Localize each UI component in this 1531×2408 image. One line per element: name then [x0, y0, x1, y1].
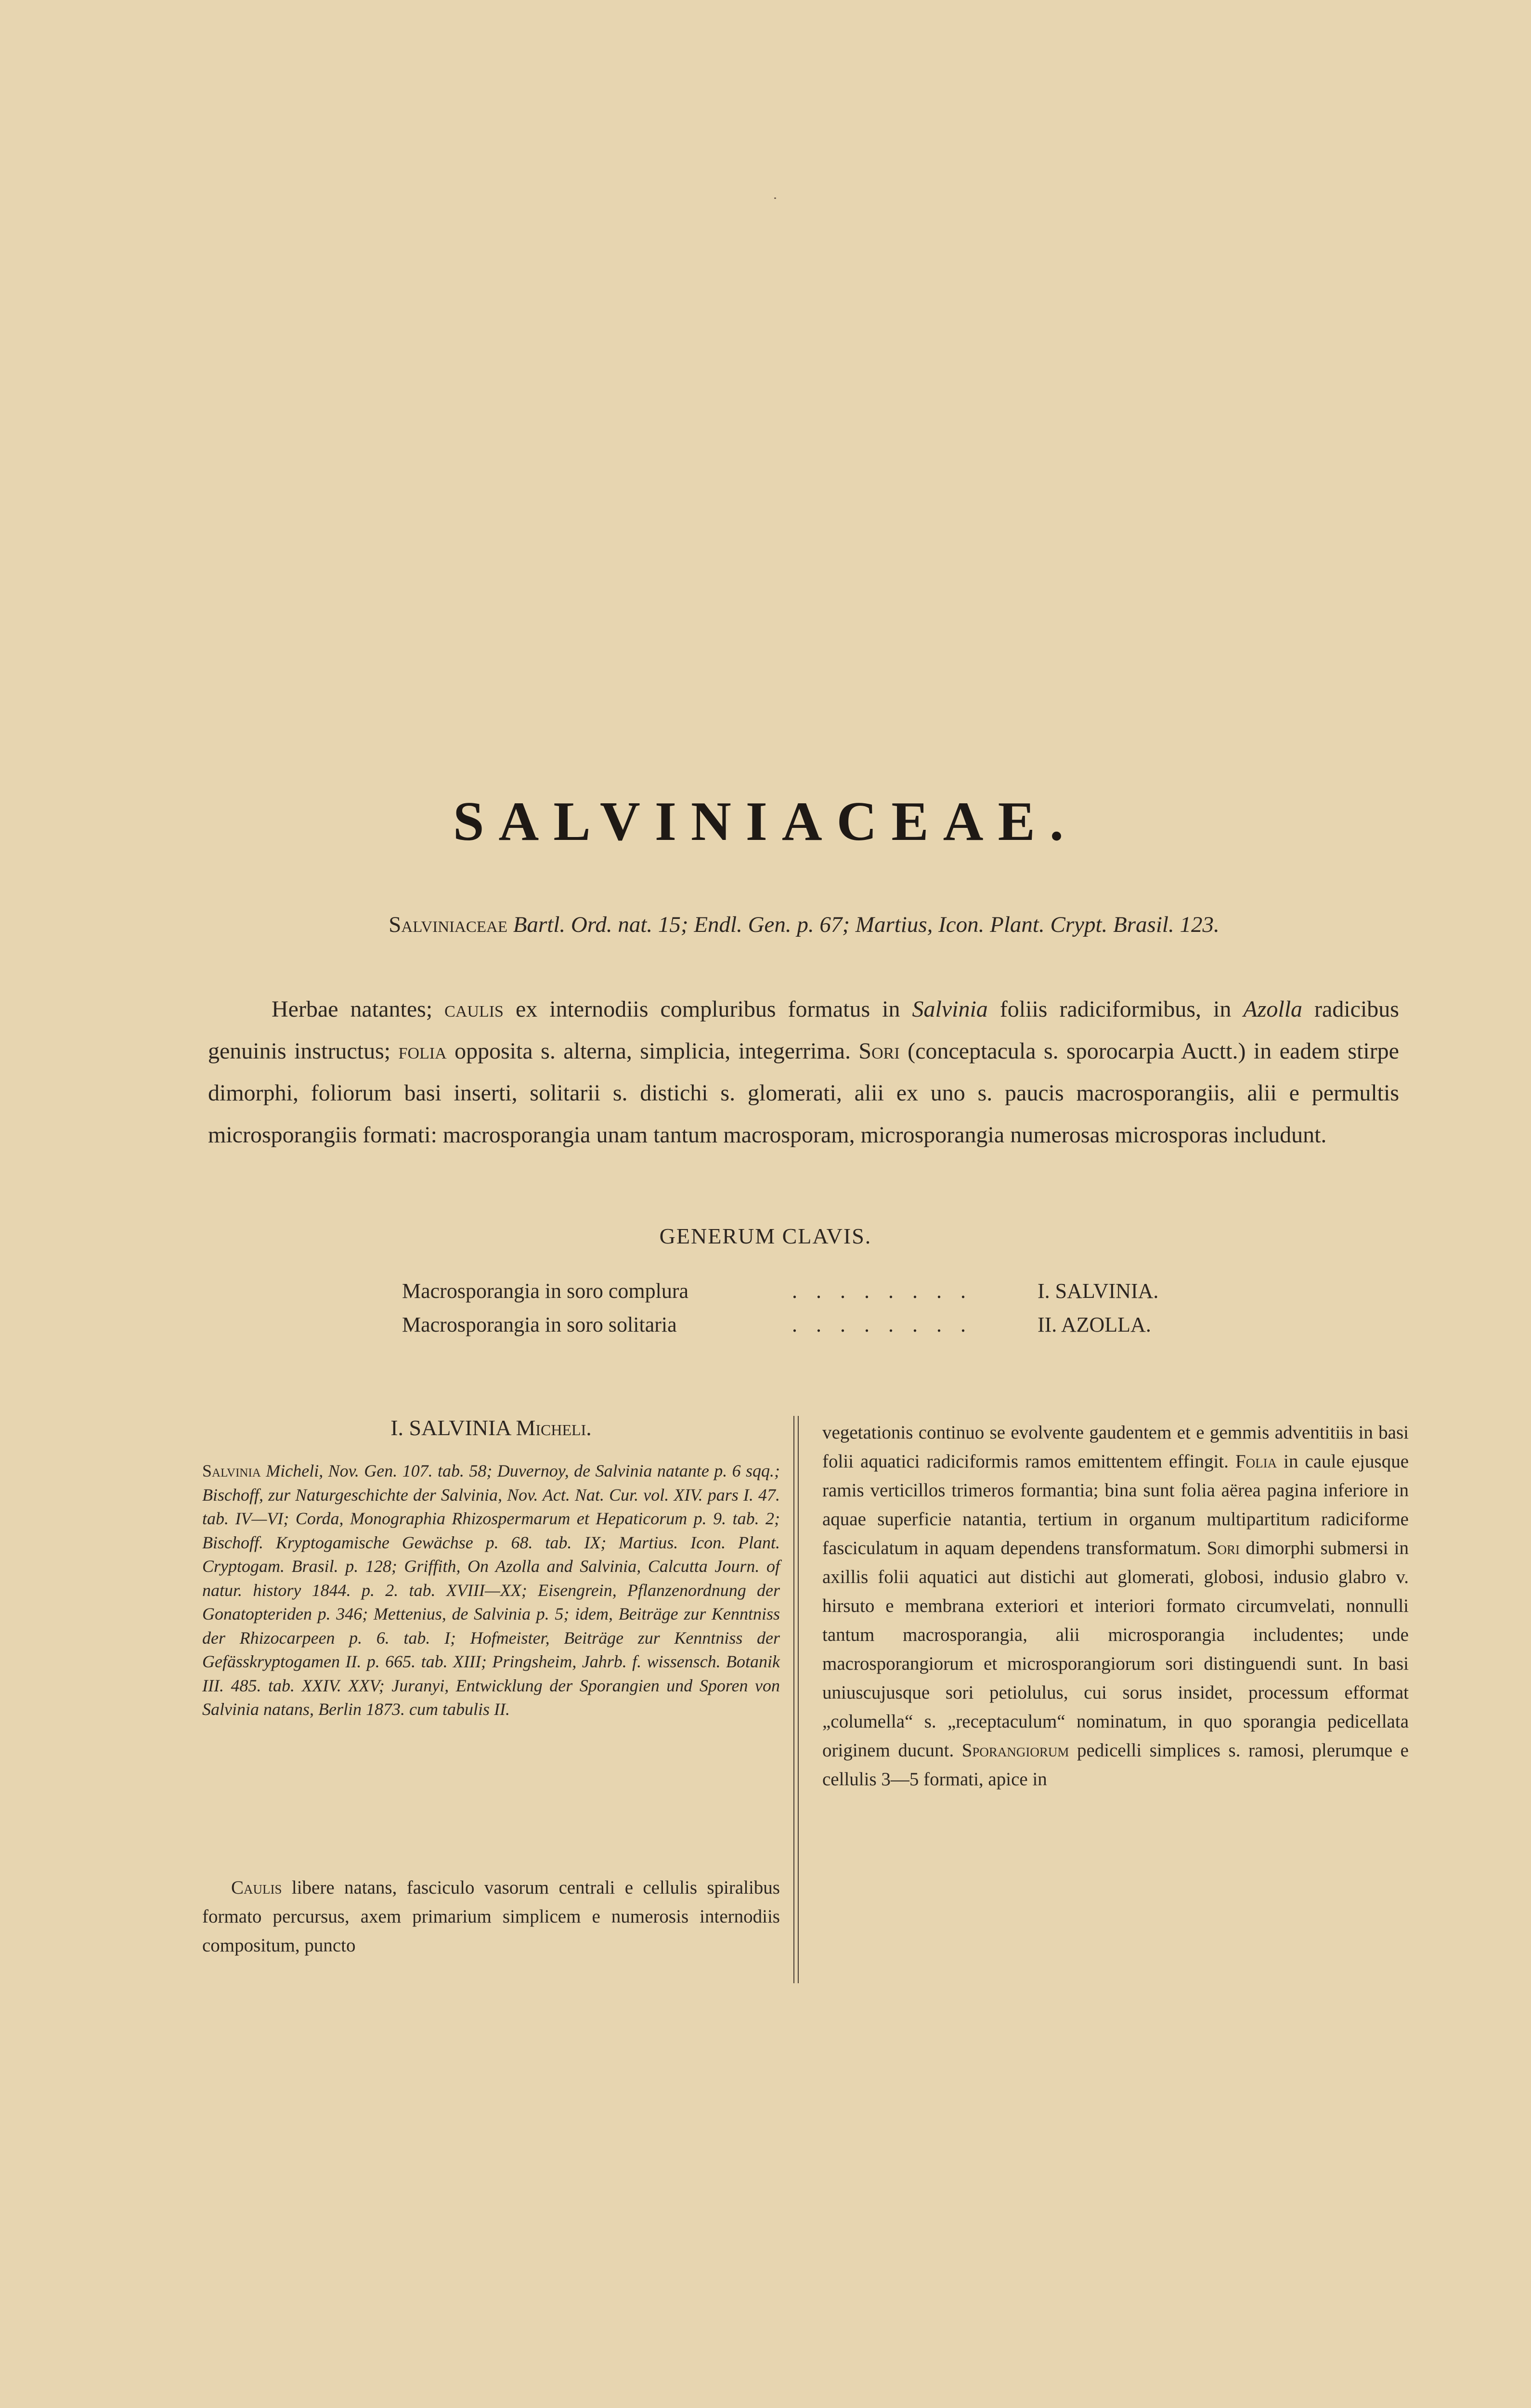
key-row-leader: . . . . . . . . — [792, 1279, 973, 1303]
family-reference-label: Salviniaceae — [389, 912, 508, 937]
key-row-leader: . . . . . . . . — [792, 1313, 973, 1336]
key-row-result: II. AZOLLA. — [1038, 1313, 1151, 1336]
key-row-result: I. SALVINIA. — [1038, 1279, 1159, 1303]
page-title: SALVINIACEAE. — [453, 791, 1078, 852]
family-reference — [226, 912, 1382, 938]
genus-references-text: Micheli, Nov. Gen. 107. tab. 58; Duvernoy, de Salvinia natante p. 6 sqq.; Bischoff, zur Naturgeschichte der Salvinia, Nov. Act. Nat. Cur. vol. XIV. pars I. 47. tab. IV—VI; Corda, Monographia Rhizospermarum et Hepaticorum p. 9. tab. 2; Bischoff. Kryptogamische Gewächse p. 68. tab. IX; Martius. Icon. Plant. Cryptogam. Brasil. p. 128; Griffith, On Azolla and Salvinia, Calcutta Journ. of natur. history 1844. p. 2. tab. XVIII—XX; Eisengrein, Pflanzenordnung der Gonatopteriden p. 346; Mettenius, de Salvinia p. 5; idem, Beiträge zur Kenntniss der Rhizocarpeen p. 6. tab. I; Hofmeister, Beiträge zur Kenntniss der Gefässkryptogamen II. p. 665. tab. XIII; Pringsheim, Jahrb. f. wissensch. Botanik III. 485. tab. XXIV. XXV; Juranyi, Entwicklung der Sporangien und Sporen von Salvinia natans, Berlin 1873. cum tabulis II. — [202, 1461, 780, 1719]
term-sporangiorum: Sporangiorum — [961, 1740, 1069, 1761]
right-column-segment: in caule ejusque ramis verticillos trimeros formantia; bina sunt folia aërea pagina inferiore in aquae superficie natantia, tertium in organum multipartitum radiciforme fasciculatum in aquam dependens transformatum. — [822, 1451, 1409, 1558]
term-sori: Sori — [1207, 1538, 1240, 1558]
right-column-segment: dimorphi submersi in axillis folii aquatici aut distichi aut glomerati, globosi, indusio glabro v. hirsuto e membrana exteriori et interiori formato circumvelati, nonnulli tantum macrosporangia, alii microsporangia includentes; unde macrosporangiorum et microsporangiorum sori distinguendi sunt. In basi uniuscujusque sori petiolulus, cui sorus insidet, processum efformat „columella“ s. „receptaculum“ nominatum, in quo sporangia pedicellata originem ducunt. — [822, 1538, 1409, 1761]
genus-heading — [202, 1415, 780, 1440]
intro-text: radicibus genuinis instructus; — [208, 996, 1399, 1064]
key-row-label: Macrosporangia in soro complura — [402, 1279, 689, 1303]
caulis-description: libere natans, fasciculo vasorum centrali e cellulis spiralibus formato percursus, axem primarium simplicem e numerosis internodiis compositum, puncto — [202, 1877, 780, 1956]
right-column-segment: pedicelli simplices s. ramosi, plerumque e cellulis 3—5 formati, apice in — [822, 1740, 1409, 1790]
family-description — [208, 988, 1399, 1156]
family-reference-citation: Bartl. Ord. nat. 15; Endl. Gen. p. 67; Martius, Icon. Plant. Crypt. Brasil. 123. — [513, 912, 1220, 937]
key-title: GENERUM CLAVIS. — [659, 1224, 872, 1248]
left-column-text — [202, 1873, 780, 1960]
key-row-label: Macrosporangia in soro solitaria — [402, 1313, 677, 1336]
intro-text: opposita s. alterna, simplicia, integerrima. — [446, 1038, 859, 1064]
intro-text: foliis radiciformibus, in — [987, 996, 1244, 1022]
term-caulis: caulis — [444, 996, 504, 1022]
genus-name-salvinia: Salvinia — [912, 996, 988, 1022]
term-folia: folia — [398, 1038, 447, 1064]
right-column-segment: vegetationis continuo se evolvente gaudentem et e gemmis adventitiis in basi folii aquatici radiciformis ramos emittentem effingit. — [822, 1422, 1409, 1472]
genus-heading-author: Micheli. — [516, 1415, 592, 1440]
term-sori: Sori — [858, 1038, 900, 1064]
genus-references — [202, 1459, 780, 1722]
term-caulis: Caulis — [231, 1877, 282, 1898]
term-folia: Folia — [1235, 1451, 1277, 1472]
right-column-text — [822, 1418, 1409, 1794]
genus-references-label: Salvinia — [202, 1461, 261, 1480]
paper-speck — [774, 197, 776, 199]
genus-name-azolla: Azolla — [1243, 996, 1303, 1022]
column-divider — [793, 1416, 799, 1983]
intro-text: (conceptacula s. sporocarpia Auctt.) in eadem stirpe dimorphi, foliorum basi inserti, solitarii s. distichi s. glomerati, alii ex uno s. paucis macrosporangiis, alii e permultis microsporangiis formati: macrosporangia unam tantum macrosporam, microsporangia numerosas microsporas includunt. — [208, 1038, 1399, 1148]
intro-text: ex internodiis compluribus formatus in — [503, 996, 912, 1022]
intro-text: Herbae natantes; — [272, 996, 445, 1022]
genus-heading-name: I. SALVINIA — [390, 1415, 510, 1440]
